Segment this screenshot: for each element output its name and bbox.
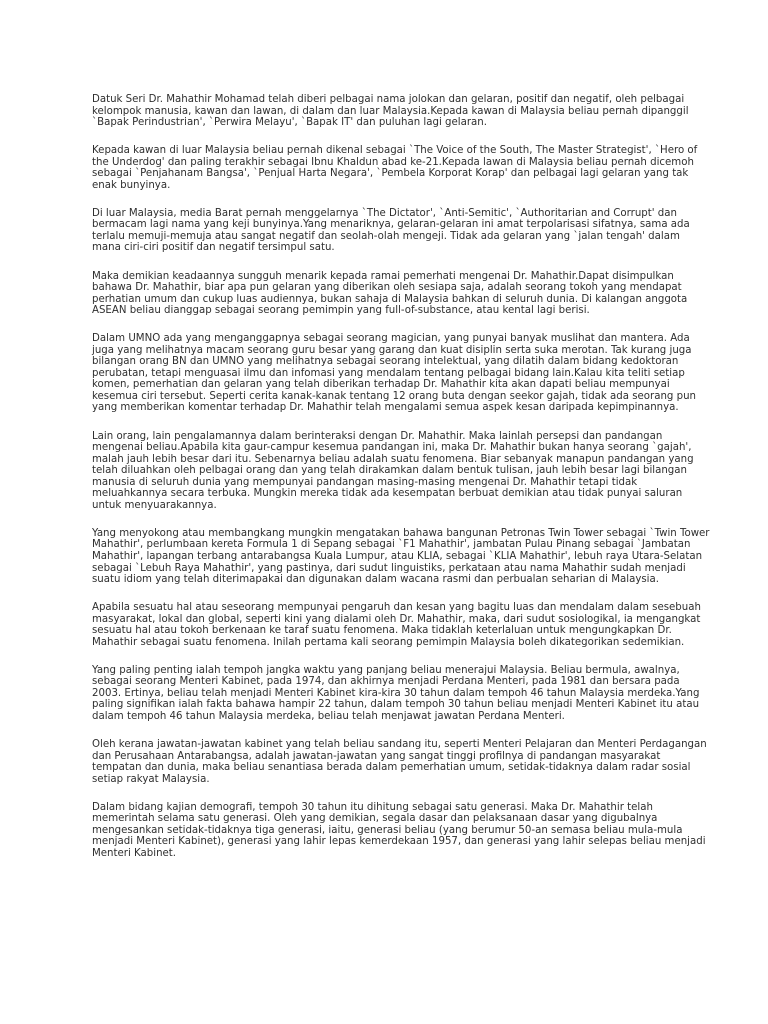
paragraph-10: Oleh kerana jawatan-jawatan kabinet yang telah beliau sandang itu, seperti Menteri Pelajaran dan Menteri Perdagangan dan Perusahaan Antarabangsa, adalah jawatan-jawatan yang sangat tinggi profilnya di pandangan masyarakat tempatan dan dunia, maka beliau senantiasa berada dalam pemerhatian umum, setidak-tidaknya dalam radar sosial setiap rakyat Malaysia. bbox=[92, 739, 707, 785]
paragraph-7: Yang menyokong atau membangkang mungkin mengatakan bahawa bangunan Petronas Twin Tower sebagai `Twin Tower Mahathir', perlumbaan kereta Formula 1 di Sepang sebagai `F1 Mahathir', jambatan Pulau Pinang sebagai `Jambatan Mahathir', lapangan terbang antarabangsa Kuala Lumpur, atau KLIA, sebagai `KLIA Mahathir', lebuh raya Utara-Selatan sebagai `Lebuh Raya Mahathir', yang pastinya, dari sudut linguistiks, perkataan atau nama Mahathir sudah menjadi suatu idiom yang telah diterimapakai dan digunakan dalam wacana rasmi dan perbualan seharian di Malaysia. bbox=[92, 527, 710, 586]
document-body bbox=[92, 94, 710, 876]
paragraph-11: Dalam bidang kajian demografi, tempoh 30 tahun itu dihitung sebagai satu generasi. Maka Dr. Mahathir telah memerintah selama satu generasi. Oleh yang demikian, segala dasar dan pelaksanaan dasar yang digubalnya mengesankan setidak-tidaknya tiga generasi, iaitu, generasi beliau (yang berumur 50-an semasa beliau mula-mula menjadi Menteri Kabinet), generasi yang lahir lepas kemerdekaan 1957, dan generasi yang lahir selepas beliau menjadi Menteri Kabinet. bbox=[92, 801, 706, 859]
paragraph-1: Datuk Seri Dr. Mahathir Mohamad telah diberi pelbagai nama jolokan dan gelaran, positif dan negatif, oleh pelbagai kelompok manusia, kawan dan lawan, di dalam dan luar Malaysia.Kepada kawan di Malaysia beliau pernah dipanggil `Bapak Perindustrian', `Perwira Melayu', `Bapak IT' dan puluhan lagi gelaran. bbox=[92, 94, 689, 129]
paragraph-3: Di luar Malaysia, media Barat pernah menggelarnya `The Dictator', `Anti-Semitic', `Authoritarian and Corrupt' dan bermacam lagi nama yang keji bunyinya.Yang menariknya, gelaran-gelaran ini amat terpolarisasi sifatnya, sama ada terlalu memuji-memuja atau sangat negatif dan seolah-olah mengeji. Tidak ada gelaran yang `jalan tengah' dalam mana ciri-ciri positif dan negatif tersimpul satu. bbox=[92, 207, 690, 254]
paragraph-8: Apabila sesuatu hal atau seseorang mempunyai pengaruh dan kesan yang bagitu luas dan mendalam dalam sesebuah masyarakat, lokal dan global, seperti kini yang dialami oleh Dr. Mahathir, maka, dari sudut sosiologikal, ia mengangkat sesuatu hal atau tokoh berkenaan ke taraf suatu fenomena. Maka tidaklah keterlaluan untuk mengungkapkan Dr. Mahathir sebagai suatu fenomena. Inilah pertama kali seorang pemimpin Malaysia boleh dikategorikan sedemikian. bbox=[92, 602, 701, 648]
paragraph-4: Maka demikian keadaannya sungguh menarik kepada ramai pemerhati mengenai Dr. Mahathir.Dapat disimpulkan bahawa Dr. Mahathir, biar apa pun gelaran yang diberikan oleh sesiapa saja, adalah seorang tokoh yang mendapat perhatian umum dan cukup luas audiennya, bukan sahaja di Malaysia bahkan di seluruh dunia. Di kalangan anggota ASEAN beliau dianggap sebagai seorang pemimpin yang full-of-substance, atau kental lagi berisi. bbox=[92, 270, 688, 317]
paragraph-9: Yang paling penting ialah tempoh jangka waktu yang panjang beliau menerajui Malaysia. Beliau bermula, awalnya, sebagai seorang Menteri Kabinet, pada 1974, dan akhirnya menjadi Perdana Menteri, pada 1981 dan bersara pada 2003. Ertinya, beliau telah menjadi Menteri Kabinet kira-kira 30 tahun dalam tempoh 46 tahun Malaysia merdeka.Yang paling signifikan ialah fakta bahawa hampir 22 tahun, dalam tempoh 30 tahun beliau menjadi Menteri Kabinet itu atau dalam tempoh 46 tahun Malaysia merdeka, beliau telah menjawat jawatan Perdana Menteri. bbox=[92, 664, 700, 722]
paragraph-5: Dalam UMNO ada yang menganggapnya sebagai seorang magician, yang punyai banyak muslihat dan mantera. Ada juga yang melihatnya macam seorang guru besar yang garang dan kuat disiplin serta suka merotan. Tak kurang juga bilangan orang BN dan UMNO yang melihatnya sebagai seorang intelektual, yang dilatih dalam bidang kedoktoran perubatan, tetapi menguasai ilmu dan infomasi yang mendalam tentang pelbagai bidang lain.Kalau kita teliti setiap komen, pemerhatian dan gelaran yang telah diberikan terhadap Dr. Mahathir kita akan dapati beliau mempunyai kesemua ciri tersebut. Seperti cerita kanak-kanak tentang 12 orang buta dengan seekor gajah, tidak ada seorang pun yang memberikan komentar terhadap Dr. Mahathir telah mengalami semua aspek kesan daripada kepimpinannya. bbox=[92, 333, 697, 414]
paragraph-2: Kepada kawan di luar Malaysia beliau pernah dikenal sebagai `The Voice of the South, The Master Strategist', `Hero of the Underdog' dan paling terakhir sebagai Ibnu Khaldun abad ke-21.Kepada lawan di Malaysia beliau pernah dicemoh sebagai `Penjahanam Bangsa', `Penjual Harta Negara', `Pembela Korporat Korap' dan pelbagai lagi gelaran yang tak enak bunyinya. bbox=[92, 145, 698, 191]
paragraph-6: Lain orang, lain pengalamannya dalam berinteraksi dengan Dr. Mahathir. Maka lainlah persepsi dan pandangan mengenai beliau.Apabila kita gaur-campur kesemua pandangan ini, maka Dr. Mahathir bukan hanya seorang `gajah', malah jauh lebih besar dari itu. Sebenarnya beliau adalah suatu fenomena. Biar sebanyak manapun pandangan yang telah diluahkan oleh pelbagai orang dan yang telah dirakamkan dalam bentuk tulisan, jauh lebih besar lagi bilangan manusia di seluruh dunia yang mempunyai pandangan masing-masing mengenai Dr. Mahathir tetapi tidak meluahkannya secara terbuka. Mungkin mereka tidak ada kesempatan berbuat demikian atau tidak punyai saluran untuk menyuarakannya. bbox=[92, 430, 694, 511]
